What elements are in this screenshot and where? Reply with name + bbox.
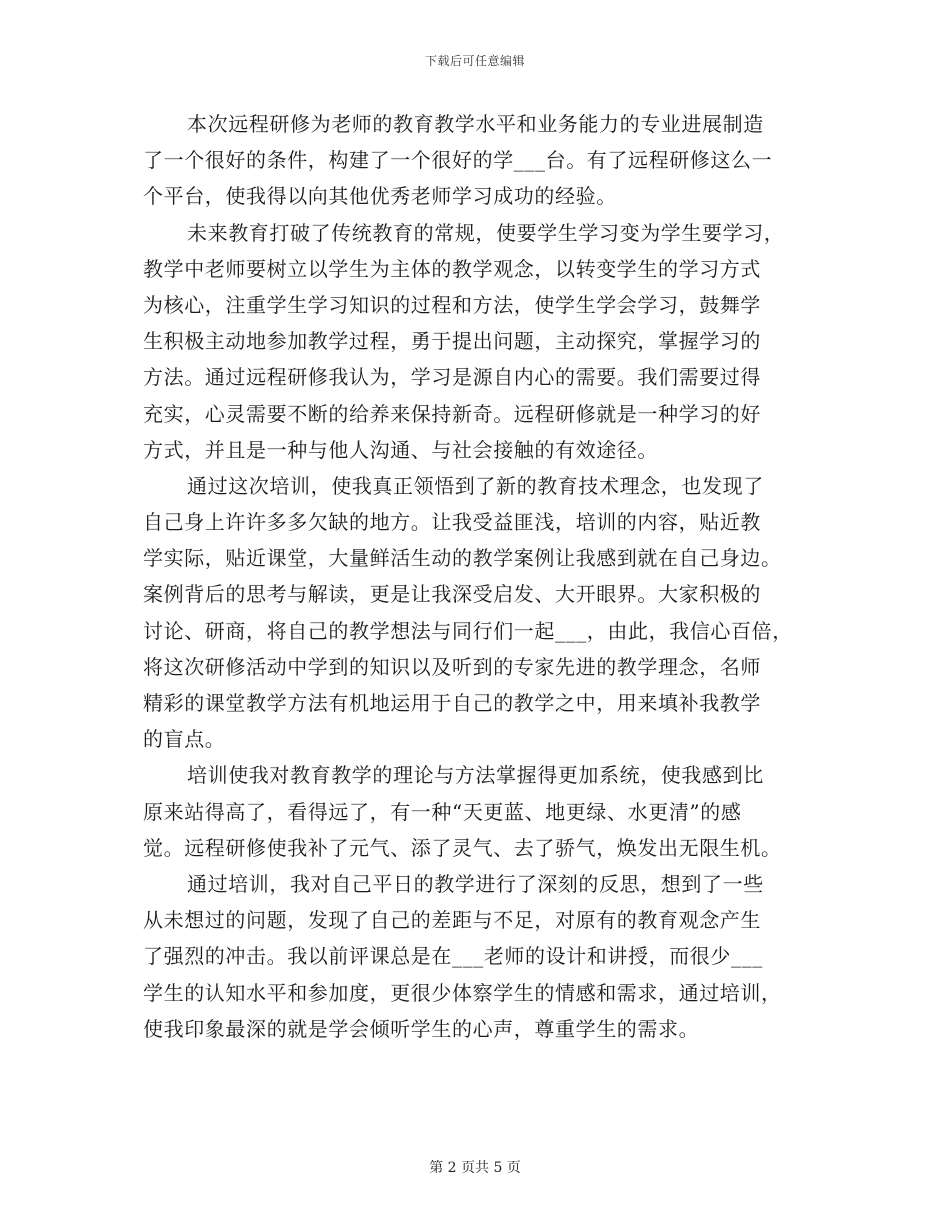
text-line: 将这次研修活动中学到的知识以及听到的专家先进的教学理念，名师 [143,654,761,679]
text-line: 学实际，贴近课堂，大量鲜活生动的教学案例让我感到就在自己身边。 [143,546,782,571]
text-line: 方法。通过远程研修我认为，学习是源自内心的需要。我们需要过得 [143,365,761,390]
text-line: 通过这次培训，使我真正领悟到了新的教育技术理念，也发现了 [187,473,764,498]
text-line: 了强烈的冲击。我以前评课总是在___老师的设计和讲授，而很少___ [143,944,763,969]
text-line: 培训使我对教育教学的理论与方法掌握得更加系统，使我感到比 [187,763,764,788]
text-line: 未来教育打破了传统教育的常规，使要学生学习变为学生要学习， [187,220,785,245]
text-line: 充实，心灵需要不断的给养来保持新奇。远程研修就是一种学习的好 [143,401,761,426]
page-header: 下载后可任意编辑 [424,54,525,68]
text-line: 讨论、研商，将自己的教学想法与同行们一起___，由此，我信心百倍， [143,618,793,643]
text-line: 个平台，使我得以向其他优秀老师学习成功的经验。 [143,184,617,209]
text-line: 学生的认知水平和参加度，更很少体察学生的情感和需求，通过培训， [143,980,782,1005]
text-line: 方式，并且是一种与他人沟通、与社会接触的有效途径。 [143,437,658,462]
text-line: 本次远程研修为老师的教育教学水平和业务能力的专业进展制造 [187,112,764,136]
text-line: 自己身上许许多多欠缺的地方。让我受益匪浅，培训的内容，贴近教 [143,510,761,535]
text-line: 精彩的课堂教学方法有机地运用于自己的教学之中，用来填补我教学 [143,691,761,715]
text-line: 了一个很好的条件，构建了一个很好的学___台。有了远程研修这么一 [143,148,773,173]
text-line: 的盲点。 [143,727,226,752]
text-line: 原来站得高了，看得远了，有一种“天更蓝、地更绿、水更清”的感 [143,799,742,824]
text-line: 案例背后的思考与解读，更是让我深受启发、大开眼界。大家积极的 [143,582,761,607]
text-line: 从未想过的问题，发现了自己的差距与不足，对原有的教育观念产生 [143,908,761,933]
text-line: 使我印象最深的就是学会倾听学生的心声，尊重学生的需求。 [143,1016,700,1041]
text-line: 教学中老师要树立以学生为主体的教学观念，以转变学生的学习方式 [143,256,761,281]
text-line: 为核心，注重学生学习知识的过程和方法，使学生学会学习，鼓舞学 [143,292,761,317]
text-line: 生积极主动地参加教学过程，勇于提出问题，主动探究，掌握学习的 [143,329,761,354]
text-line: 通过培训，我对自己平日的教学进行了深刻的反思，想到了一些 [187,871,764,896]
text-line: 觉。远程研修使我补了元气、添了灵气、去了骄气，焕发出无限生机。 [143,835,782,860]
document-body [143,106,815,1047]
page-footer: 第 2 页共 5 页 [429,1160,521,1176]
